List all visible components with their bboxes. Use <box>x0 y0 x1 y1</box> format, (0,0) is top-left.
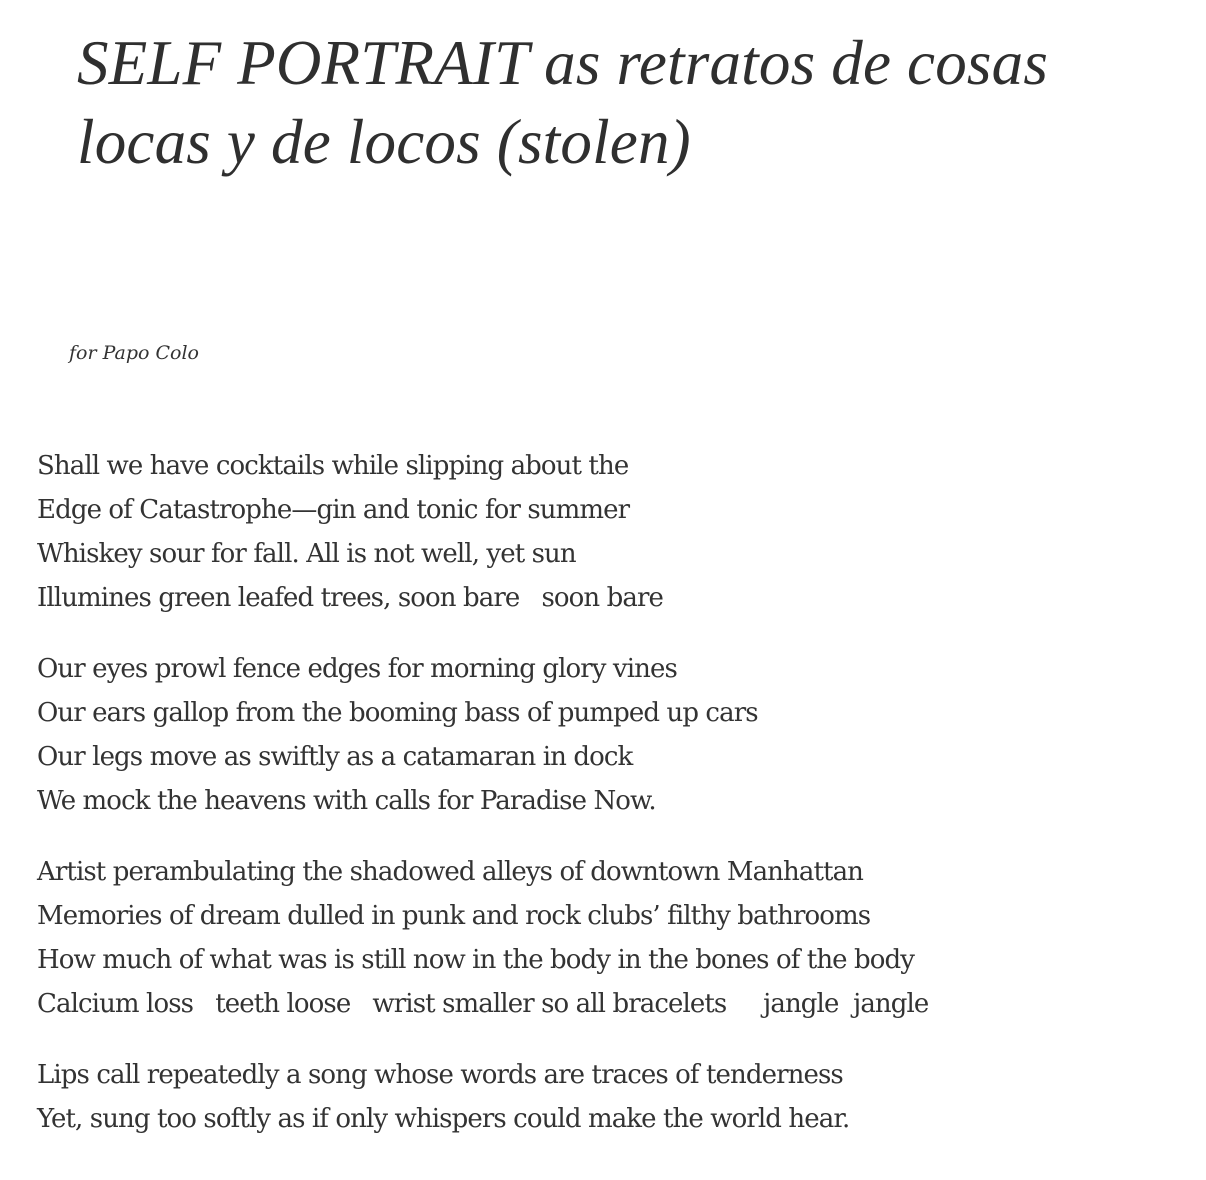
poem-line: How much of what was is still now in the body in the bones of the body <box>37 945 915 975</box>
poem-line: Shall we have cocktails while slipping about the <box>37 451 629 481</box>
stanza-1 <box>37 444 1187 620</box>
poem-line: Illumines green leafed trees, soon bare soon bare <box>37 583 663 613</box>
poem-body <box>37 444 1187 1168</box>
poem-line: Edge of Catastrophe—gin and tonic for summer <box>37 495 630 525</box>
poem-line: Artist perambulating the shadowed alleys of downtown Manhattan <box>37 857 864 887</box>
poem-line: Calcium loss teeth loose wrist smaller so all bracelets jangle jangle <box>37 989 929 1019</box>
poem-line: Our eyes prowl fence edges for morning glory vines <box>37 654 677 684</box>
stanza-4 <box>37 1053 1187 1141</box>
stanza-2 <box>37 647 1187 823</box>
stanza-3 <box>37 850 1187 1026</box>
poem-line: We mock the heavens with calls for Paradise Now. <box>37 786 656 816</box>
poem-line: Our legs move as swiftly as a catamaran in dock <box>37 742 633 772</box>
poem-line: Lips call repeatedly a song whose words are traces of tenderness <box>37 1060 843 1090</box>
dedication: for Papo Colo <box>69 342 199 364</box>
poem-line: Memories of dream dulled in punk and rock clubs’ filthy bathrooms <box>37 901 871 931</box>
poem-line: Whiskey sour for fall. All is not well, yet sun <box>37 539 576 569</box>
poem-line: Yet, sung too softly as if only whispers could make the world hear. <box>37 1104 850 1134</box>
poem-line: Our ears gallop from the booming bass of pumped up cars <box>37 698 758 728</box>
poem-title: SELF PORTRAIT as retratos de cosas locas y de locos (stolen) <box>77 28 1049 177</box>
